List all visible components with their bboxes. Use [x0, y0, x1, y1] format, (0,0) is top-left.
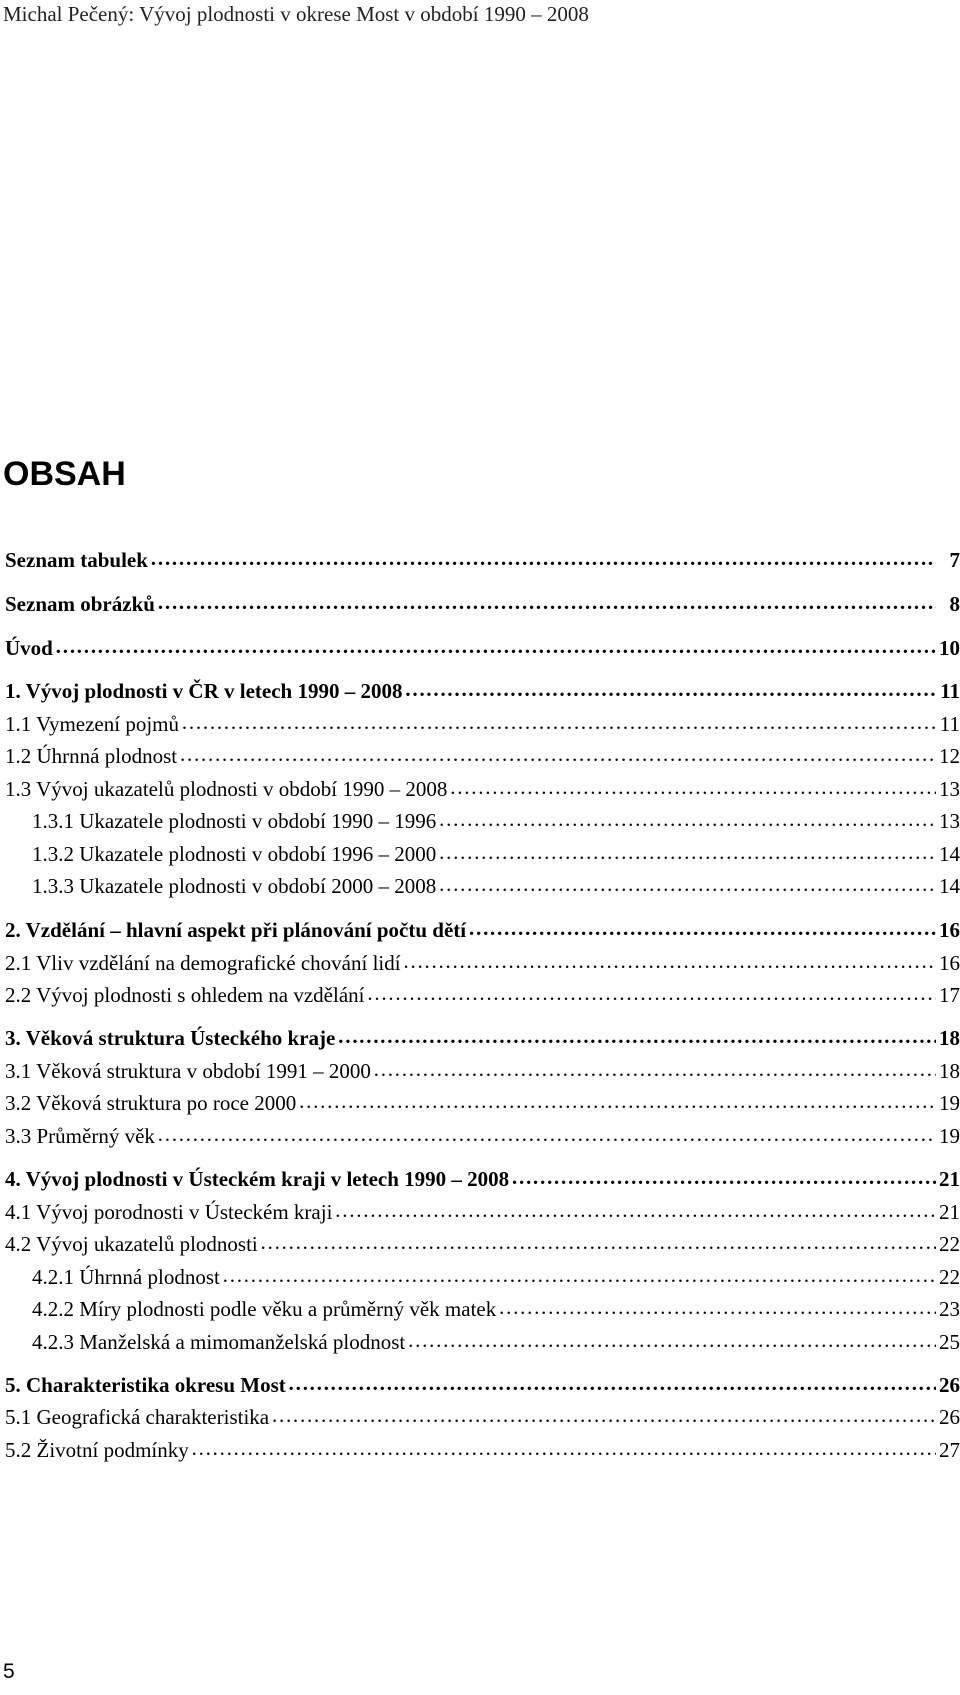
toc-entry-page: 7: [949, 548, 960, 572]
toc-entry-list-of-tables[interactable]: [5, 548, 960, 573]
toc-entry-title: 2. Vzdělání – hlavní aspekt při plánování počtu dětí: [5, 918, 467, 942]
toc-entry-page: 16: [939, 918, 960, 942]
toc-entry-title: 2.2 Vývoj plodnosti s ohledem na vzdělání: [5, 983, 365, 1007]
toc-entry-page: 10: [939, 636, 960, 660]
toc-entry-page: 26: [939, 1373, 960, 1397]
toc-entry-list-of-figures[interactable]: [5, 592, 960, 617]
dot-leader: [288, 1371, 936, 1396]
dot-leader: [407, 1328, 936, 1353]
toc-entry-page: 22: [939, 1265, 960, 1289]
toc-entry-title: Seznam tabulek: [5, 548, 148, 572]
toc-entry-5-2[interactable]: [5, 1438, 960, 1463]
dot-leader: [55, 634, 936, 659]
toc-entry-page: 21: [939, 1167, 960, 1191]
dot-leader: [404, 677, 936, 702]
toc-entry-page: 8: [949, 592, 960, 616]
toc-entry-title: 3. Věková struktura Ústeckého kraje: [5, 1026, 336, 1050]
dot-leader: [179, 742, 936, 767]
toc-entry-title: 4.2.3 Manželská a mimomanželská plodnost: [32, 1330, 406, 1354]
toc-entry-chapter-2[interactable]: [5, 918, 960, 943]
toc-entry-1-3-2[interactable]: [32, 842, 960, 867]
toc-entry-1-1[interactable]: [5, 712, 960, 737]
toc-entry-title: 4. Vývoj plodnosti v Ústeckém kraji v letech 1990 – 2008: [5, 1167, 510, 1191]
toc-entry-page: 11: [940, 679, 960, 703]
toc-entry-1-3[interactable]: [5, 777, 960, 802]
toc-entry-title: 3.1 Věková struktura v období 1991 – 2000: [5, 1059, 371, 1083]
dot-leader: [298, 1089, 936, 1114]
page-number: 5: [3, 1660, 15, 1683]
dot-leader: [438, 872, 936, 897]
toc-entry-1-2[interactable]: [5, 744, 960, 769]
dot-leader: [449, 775, 936, 800]
dot-leader: [468, 916, 936, 941]
toc-entry-title: 4.1 Vývoj porodnosti v Ústeckém kraji: [5, 1200, 333, 1224]
dot-leader: [191, 1436, 936, 1461]
toc-entry-title: 3.3 Průměrný věk: [5, 1124, 155, 1148]
toc-entry-introduction[interactable]: [5, 636, 960, 661]
toc-entry-title: 1.3.3 Ukazatele plodnosti v období 2000 – 2008: [32, 874, 437, 898]
dot-leader: [150, 546, 936, 571]
dot-leader: [498, 1295, 936, 1320]
toc-entry-page: 27: [939, 1438, 960, 1462]
toc-entry-title: 4.2 Vývoj ukazatelů plodnosti: [5, 1232, 258, 1256]
toc-entry-3-2[interactable]: [5, 1091, 960, 1116]
toc-entry-page: 18: [939, 1026, 960, 1050]
toc-entry-title: 1.2 Úhrnná plodnost: [5, 744, 178, 768]
dot-leader: [403, 949, 936, 974]
toc-entry-chapter-3[interactable]: [5, 1026, 960, 1051]
toc-entry-page: 16: [939, 951, 960, 975]
toc-entry-4-2-1[interactable]: [32, 1265, 960, 1290]
running-header: Michal Pečený: Vývoj plodnosti v okrese Most v období 1990 – 2008: [3, 2, 589, 26]
toc-entry-title: 5. Charakteristika okresu Most: [5, 1373, 286, 1397]
dot-leader: [260, 1230, 936, 1255]
dot-leader: [438, 840, 936, 865]
toc-entry-page: 17: [939, 983, 960, 1007]
toc-entry-4-2[interactable]: [5, 1232, 960, 1257]
toc-title: OBSAH: [3, 455, 126, 493]
toc-entry-title: 1.3.2 Ukazatele plodnosti v období 1996 – 2000: [32, 842, 437, 866]
toc-entry-page: 19: [939, 1124, 960, 1148]
toc-entry-title: 4.2.1 Úhrnná plodnost: [32, 1265, 220, 1289]
dot-leader: [157, 1122, 936, 1147]
toc-entry-title: 3.2 Věková struktura po roce 2000: [5, 1091, 297, 1115]
dot-leader: [334, 1198, 936, 1223]
toc-entry-page: 26: [939, 1405, 960, 1429]
toc-entry-chapter-4[interactable]: [5, 1167, 960, 1192]
toc-entry-2-2[interactable]: [5, 983, 960, 1008]
toc-entry-4-1[interactable]: [5, 1200, 960, 1225]
toc-entry-5-1[interactable]: [5, 1405, 960, 1430]
dot-leader: [373, 1057, 936, 1082]
toc-entry-page: 14: [939, 842, 960, 866]
toc-entry-title: 1.1 Vymezení pojmů: [5, 712, 180, 736]
toc-entry-page: 13: [939, 777, 960, 801]
dot-leader: [366, 981, 936, 1006]
dot-leader: [438, 807, 936, 832]
dot-leader: [181, 710, 936, 735]
toc-entry-page: 21: [939, 1200, 960, 1224]
toc-entry-3-3[interactable]: [5, 1124, 960, 1149]
toc-entry-page: 25: [939, 1330, 960, 1354]
dot-leader: [511, 1165, 936, 1190]
toc-entry-2-1[interactable]: [5, 951, 960, 976]
toc-entry-title: 1.3.1 Ukazatele plodnosti v období 1990 – 1996: [32, 809, 437, 833]
toc-entry-title: 1. Vývoj plodnosti v ČR v letech 1990 – 2008: [5, 679, 403, 703]
dot-leader: [222, 1263, 936, 1288]
toc-entry-title: Úvod: [5, 636, 53, 660]
toc-entry-title: 4.2.2 Míry plodnosti podle věku a průměrný věk matek: [32, 1297, 497, 1321]
toc-entry-title: 5.2 Životní podmínky: [5, 1438, 189, 1462]
toc-entry-1-3-1[interactable]: [32, 809, 960, 834]
toc-entry-4-2-3[interactable]: [32, 1330, 960, 1355]
dot-leader: [157, 590, 936, 615]
toc-entry-chapter-1[interactable]: [5, 679, 960, 704]
toc-entry-page: 14: [939, 874, 960, 898]
toc-entry-page: 22: [939, 1232, 960, 1256]
toc-entry-page: 12: [939, 744, 960, 768]
toc-entry-1-3-3[interactable]: [32, 874, 960, 899]
toc-entry-page: 19: [939, 1091, 960, 1115]
dot-leader: [337, 1024, 936, 1049]
toc-entry-3-1[interactable]: [5, 1059, 960, 1084]
toc-entry-page: 23: [939, 1297, 960, 1321]
toc-entry-page: 11: [939, 712, 960, 736]
toc-entry-page: 13: [939, 809, 960, 833]
dot-leader: [271, 1403, 936, 1428]
toc-entry-chapter-5[interactable]: [5, 1373, 960, 1398]
toc-entry-title: 5.1 Geografická charakteristika: [5, 1405, 270, 1429]
toc-entry-title: 2.1 Vliv vzdělání na demografické chování lidí: [5, 951, 401, 975]
toc-entry-title: Seznam obrázků: [5, 592, 155, 616]
toc-entry-page: 18: [939, 1059, 960, 1083]
toc-entry-title: 1.3 Vývoj ukazatelů plodnosti v období 1990 – 2008: [5, 777, 448, 801]
toc-entry-4-2-2[interactable]: [32, 1297, 960, 1322]
